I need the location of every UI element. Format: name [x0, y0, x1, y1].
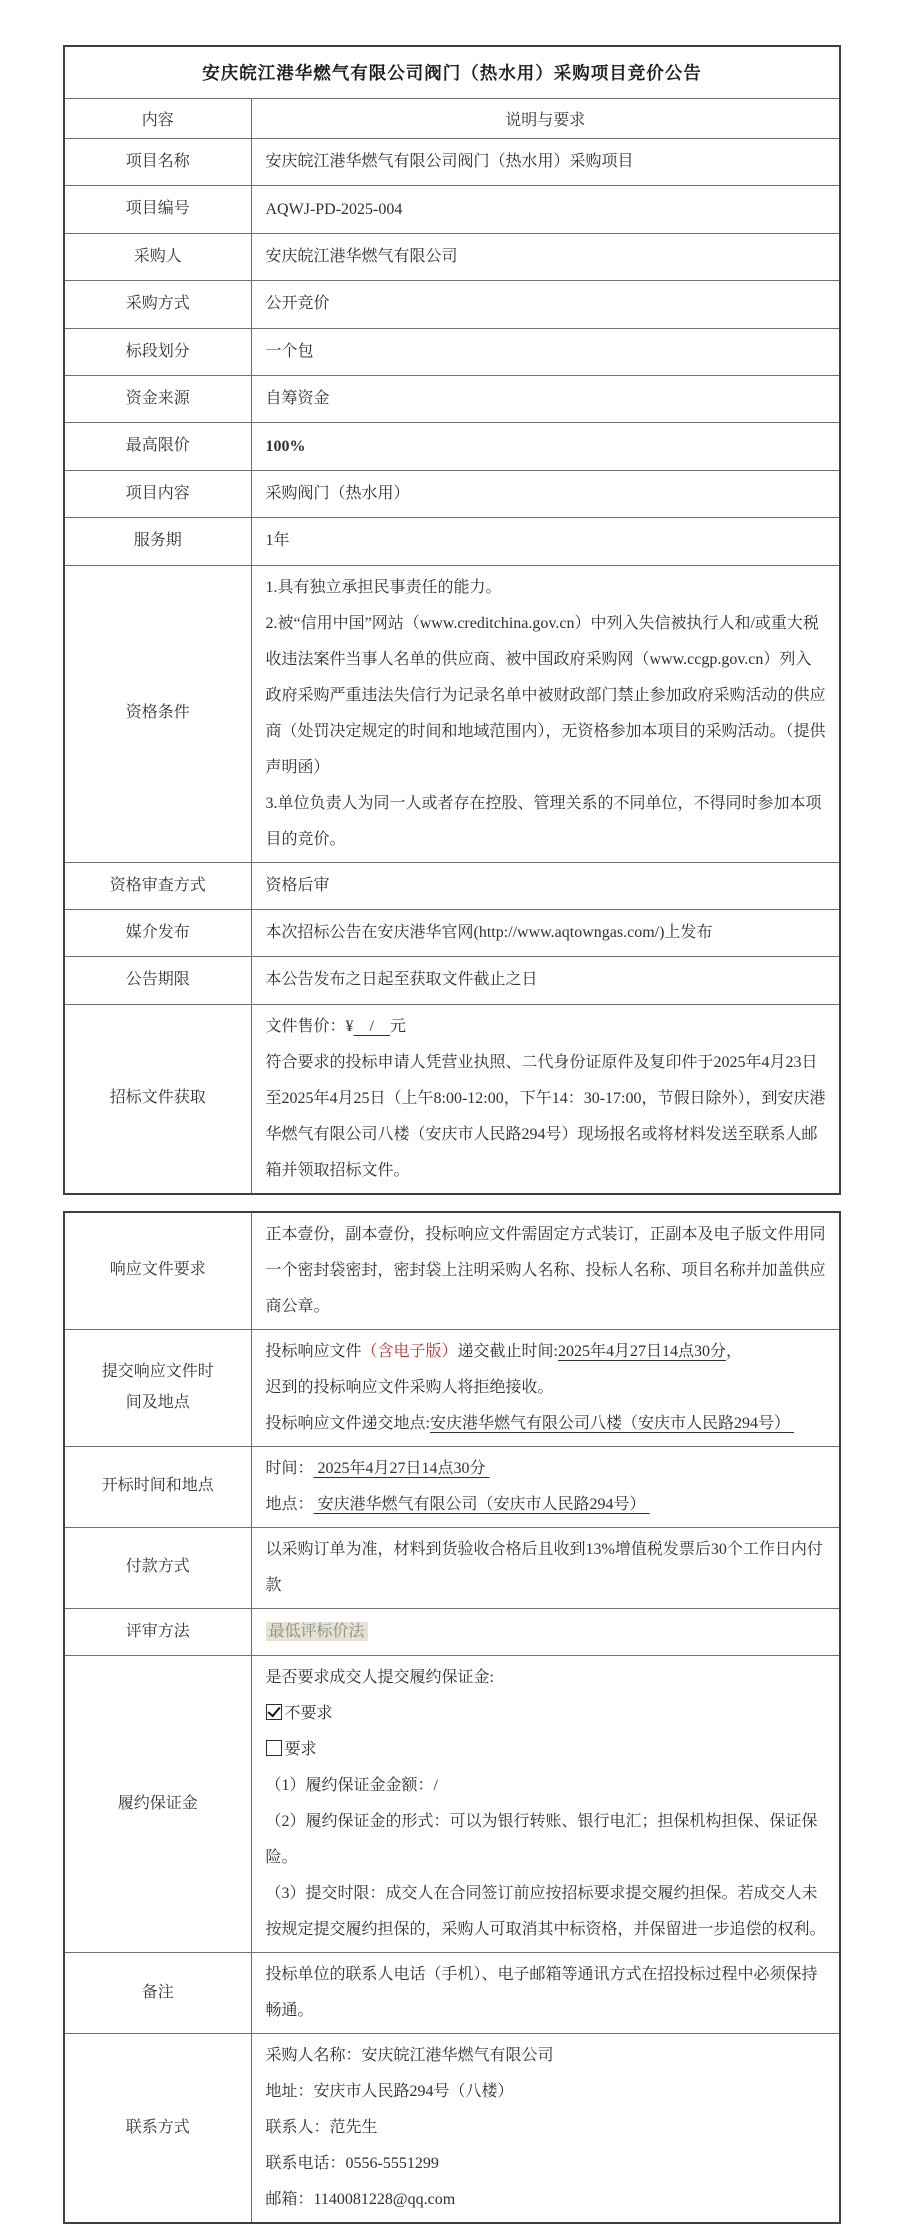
value-line — [266, 1768, 828, 1804]
value-line — [266, 1045, 828, 1189]
value-line — [266, 1732, 828, 1768]
underlined-text: 2025年4月27日14点30分 — [557, 1342, 726, 1360]
value-line — [266, 192, 828, 228]
value-line — [266, 429, 828, 465]
table-row — [64, 862, 840, 909]
highlighted-text: 最低评标价法 — [266, 1622, 368, 1641]
row-label: 最高限价 — [64, 423, 251, 470]
row-value — [251, 957, 840, 1004]
row-label: 提交响应文件时间及地点 — [64, 1329, 251, 1446]
row-label: 资格审查方式 — [64, 862, 251, 909]
text-segment: 安庆皖江港华燃气有限公司 — [265, 247, 458, 265]
row-label: 资金来源 — [64, 375, 251, 422]
value-line — [266, 915, 828, 951]
checkbox-unchecked-icon — [266, 1740, 282, 1756]
text-segment: 100% — [265, 437, 306, 455]
header-cell-content: 内容 — [64, 99, 251, 139]
text-segment: 一个包 — [265, 342, 314, 360]
text-segment: 正本壹份，副本壹份，投标响应文件需固定方式装订，正副本及电子版文件用同一个密封袋密封，密封袋上注明采购人名称、投标人名称、项目名称并加盖供应商公章。 — [265, 1225, 826, 1315]
value-line — [266, 381, 828, 417]
text-segment: 递交截止时间: — [457, 1342, 558, 1360]
value-line — [266, 2110, 828, 2146]
table-row — [64, 1329, 840, 1446]
text-segment: 文件售价：¥ — [265, 1017, 354, 1035]
table-row — [64, 233, 840, 280]
announcement-table-main — [63, 45, 841, 1195]
row-label: 公告期限 — [64, 957, 251, 1004]
text-segment: 采购人名称：安庆皖江港华燃气有限公司 — [265, 2047, 554, 2065]
table-row — [64, 139, 840, 186]
table-row — [64, 423, 840, 470]
text-segment: 投标响应文件递交地点: — [265, 1414, 430, 1432]
value-line — [266, 476, 828, 512]
value-line — [266, 786, 828, 858]
table-row — [64, 909, 840, 956]
text-segment: 1年 — [265, 532, 290, 550]
row-value — [251, 281, 840, 328]
value-line — [266, 286, 828, 322]
row-value — [251, 1656, 840, 1953]
row-value — [251, 186, 840, 233]
row-value — [251, 139, 840, 186]
row-value — [251, 1329, 840, 1446]
value-line — [266, 606, 828, 786]
row-value — [251, 565, 840, 862]
table-row — [64, 281, 840, 328]
text-segment: 要求 — [284, 1741, 317, 1759]
table-row — [64, 186, 840, 233]
row-label: 采购方式 — [64, 281, 251, 328]
row-value — [251, 423, 840, 470]
value-line — [266, 1451, 828, 1487]
row-value — [251, 470, 840, 517]
row-value — [251, 862, 840, 909]
row-label: 联系方式 — [64, 2034, 251, 2224]
title-row — [64, 46, 840, 99]
row-value — [251, 1527, 840, 1608]
row-label: 项目编号 — [64, 186, 251, 233]
row-value — [251, 909, 840, 956]
table-row — [64, 328, 840, 375]
text-segment: 1.具有独立承担民事责任的能力。 — [265, 578, 502, 596]
row-label: 媒介发布 — [64, 909, 251, 956]
value-line — [266, 1370, 828, 1406]
value-line — [266, 144, 828, 180]
text-segment: 以采购订单为准，材料到货验收合格后且收到13%增值税发票后30个工作日内付款 — [265, 1540, 823, 1594]
table-row — [64, 1656, 840, 1953]
table-row — [64, 1446, 840, 1527]
text-segment: （3）提交时限：成交人在合同签订前应按招标要求提交履约担保。若成交人未按规定提交履约担保的，采购人可取消其中标资格，并保留进一步追偿的权利。 — [265, 1885, 826, 1939]
value-line — [266, 2038, 828, 2074]
value-line — [266, 2182, 828, 2218]
row-value — [251, 518, 840, 565]
row-label: 备注 — [64, 1953, 251, 2034]
text-segment: 是否要求成交人提交履约保证金: — [265, 1669, 494, 1687]
table-row — [64, 1212, 840, 1330]
row-label: 项目内容 — [64, 470, 251, 517]
value-line — [266, 1804, 828, 1876]
table-row — [64, 1608, 840, 1655]
row-label: 标段划分 — [64, 328, 251, 375]
red-text: （含电子版） — [361, 1342, 458, 1360]
document-title: 安庆皖江港华燃气有限公司阀门（热水用）采购项目竞价公告 — [64, 46, 840, 99]
text-segment: 联系电话：0556-5551299 — [265, 2155, 439, 2173]
row-label: 项目名称 — [64, 139, 251, 186]
underlined-text: 安庆港华燃气有限公司（安庆市人民路294号） — [313, 1495, 650, 1513]
value-line — [266, 239, 828, 275]
value-line — [266, 1334, 828, 1370]
row-label: 履约保证金 — [64, 1656, 251, 1953]
text-segment: 公开竞价 — [265, 295, 330, 313]
text-segment: 地址：安庆市人民路294号（八楼） — [265, 2083, 514, 2101]
row-label: 开标时间和地点 — [64, 1446, 251, 1527]
table-row — [64, 470, 840, 517]
text-segment: （1）履约保证金金额：/ — [265, 1777, 438, 1795]
value-line — [266, 1532, 828, 1604]
text-segment: 不要求 — [284, 1705, 333, 1723]
table-row — [64, 565, 840, 862]
value-line — [266, 1487, 828, 1523]
underlined-text: / — [353, 1017, 390, 1035]
text-segment: 投标响应文件 — [265, 1342, 362, 1360]
value-line — [266, 1957, 828, 2029]
value-line — [266, 1696, 828, 1732]
table-row — [64, 2034, 840, 2224]
header-row — [64, 99, 840, 139]
value-line — [266, 1614, 828, 1650]
text-segment: 本公告发布之日起至获取文件截止之日 — [265, 971, 538, 989]
value-line — [266, 523, 828, 559]
text-segment: 投标单位的联系人电话（手机）、电子邮箱等通讯方式在招投标过程中必须保持畅通。 — [265, 1966, 818, 2020]
underlined-text: 2025年4月27日14点30分 — [313, 1459, 490, 1477]
value-line — [266, 334, 828, 370]
row-label: 资格条件 — [64, 565, 251, 862]
row-value — [251, 1212, 840, 1330]
header-cell-requirements: 说明与要求 — [251, 99, 840, 139]
row-value — [251, 1004, 840, 1194]
text-segment: 2.被“信用中国”网站（www.creditchina.gov.cn）中列入失信被执行人和/或重大税收违法案件当事人名单的供应商、被中国政府采购网（www.ccgp.gov.cn）列入政府采购严重违法失信行为记录名单中被财政部门禁止参加政府采购活动的供应商（处罚决定规定的时间和地域范围内），无资格参加本项目的采购活动。（提供声明函） — [265, 614, 826, 776]
text-segment: 本次招标公告在安庆港华官网(http://www.aqtowngas.com/)上发布 — [265, 924, 713, 942]
value-line — [266, 1217, 828, 1325]
checkbox-checked-icon — [266, 1704, 282, 1720]
row-label: 响应文件要求 — [64, 1212, 251, 1330]
text-segment: 安庆皖江港华燃气有限公司阀门（热水用）采购项目 — [265, 153, 634, 171]
text-segment: 元 — [389, 1017, 406, 1035]
table-row — [64, 375, 840, 422]
text-segment: 邮箱：1140081228@qq.com — [265, 2191, 456, 2209]
table-row — [64, 1527, 840, 1608]
value-line — [266, 962, 828, 998]
text-segment: 采购阀门（热水用） — [265, 484, 410, 502]
row-value — [251, 375, 840, 422]
row-label: 招标文件获取 — [64, 1004, 251, 1194]
row-value — [251, 2034, 840, 2224]
row-value — [251, 233, 840, 280]
row-label: 付款方式 — [64, 1527, 251, 1608]
text-segment: ， — [726, 1342, 743, 1360]
row-value — [251, 1953, 840, 2034]
text-segment: 迟到的投标响应文件采购人将拒绝接收。 — [265, 1378, 554, 1396]
underlined-text: 安庆港华燃气有限公司八楼（安庆市人民路294号） — [429, 1414, 794, 1432]
text-segment: 地点： — [265, 1495, 314, 1513]
value-line — [266, 2074, 828, 2110]
text-segment: （2）履约保证金的形式：可以为银行转账、银行电汇；担保机构担保、保证保险。 — [265, 1813, 818, 1867]
announcement-table-secondary — [63, 1211, 841, 2224]
text-segment: 时间： — [265, 1459, 314, 1477]
value-line — [266, 1660, 828, 1696]
value-line — [266, 868, 828, 904]
row-label: 采购人 — [64, 233, 251, 280]
table-row — [64, 518, 840, 565]
value-line — [266, 1009, 828, 1045]
row-value — [251, 1608, 840, 1655]
value-line — [266, 2146, 828, 2182]
table-row — [64, 1953, 840, 2034]
table-row — [64, 957, 840, 1004]
value-line — [266, 570, 828, 606]
row-value — [251, 328, 840, 375]
row-label: 评审方法 — [64, 1608, 251, 1655]
row-value — [251, 1446, 840, 1527]
text-segment: 符合要求的投标申请人凭营业执照、二代身份证原件及复印件于2025年4月23日至2025年4月25日（上午8:00-12:00，下午14：30-17:00，节假日除外），到安庆港华燃气有限公司八楼（安庆市人民路294号）现场报名或将材料发送至联系人邮箱并领取招标文件。 — [265, 1053, 826, 1179]
text-segment: 3.单位负责人为同一人或者存在控股、管理关系的不同单位，不得同时参加本项目的竞价。 — [265, 794, 822, 848]
text-segment: 资格后审 — [265, 876, 330, 894]
value-line — [266, 1876, 828, 1948]
row-label: 服务期 — [64, 518, 251, 565]
text-segment: AQWJ-PD-2025-004 — [265, 200, 403, 218]
table-row — [64, 1004, 840, 1194]
text-segment: 联系人：范先生 — [265, 2119, 378, 2137]
value-line — [266, 1406, 828, 1442]
text-segment: 自筹资金 — [265, 390, 330, 408]
